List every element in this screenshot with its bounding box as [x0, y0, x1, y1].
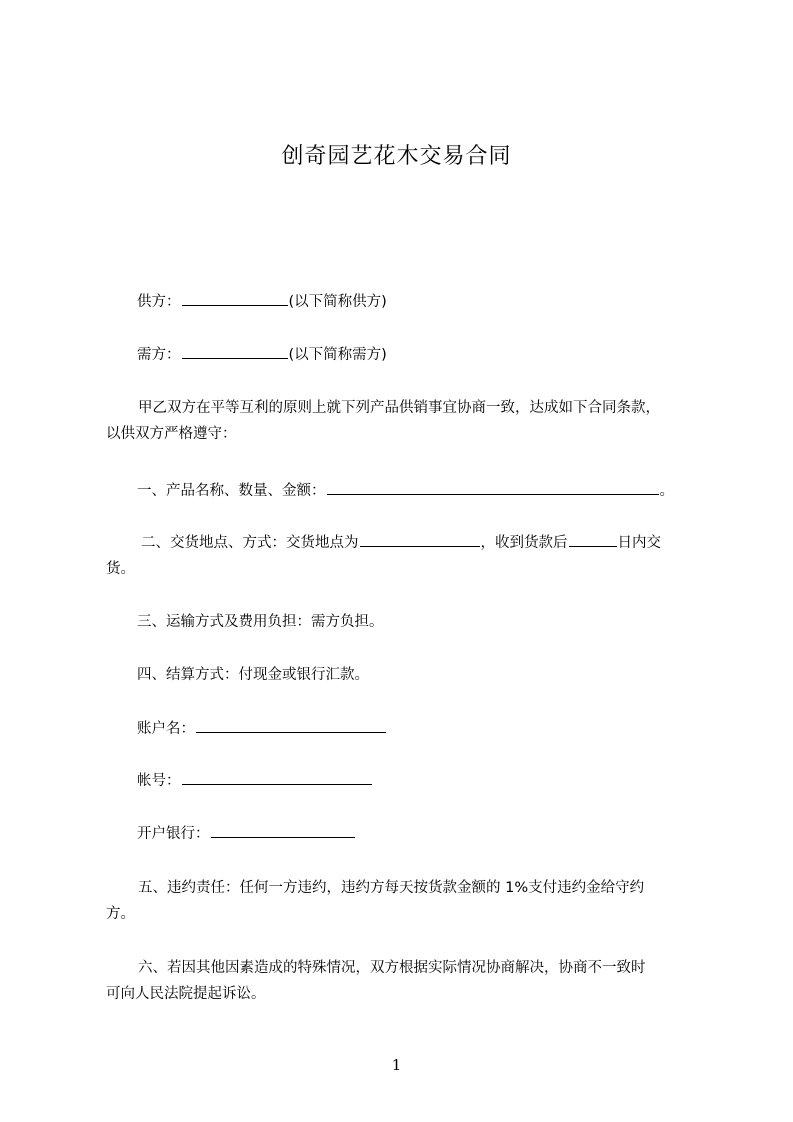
- buyer-label: 需方：: [137, 347, 181, 363]
- account-name-blank[interactable]: [196, 718, 386, 733]
- buyer-blank[interactable]: [182, 344, 288, 359]
- intro-paragraph: [106, 395, 696, 447]
- clause-1-label: 一、产品名称、数量、金额：: [137, 483, 326, 499]
- bank-label: 开户银行：: [137, 826, 210, 842]
- account-number-line: [137, 768, 727, 794]
- clause-1-end: 。: [659, 483, 674, 499]
- clause-6: [106, 955, 696, 1007]
- clause-3: 三、运输方式及费用负担：需方负担。: [137, 614, 384, 630]
- account-name-line: [137, 716, 727, 742]
- clause-2-part-1: 二、交货地点、方式：交货地点为: [141, 535, 359, 551]
- clause-6-line-2: 可向人民法院提起诉讼。: [106, 986, 266, 1002]
- clause-2-part-2: ，收到货款后: [480, 535, 568, 551]
- intro-line-1: 甲乙双方在平等互利的原则上就下列产品供销事宜协商一致，达成如下合同条款，: [138, 400, 660, 416]
- supplier-label: 供方：: [137, 294, 181, 310]
- supplier-suffix: (以下简称供方): [288, 294, 387, 310]
- buyer-suffix: (以下简称需方): [288, 347, 387, 363]
- page-number: 1: [391, 1056, 402, 1074]
- delivery-location-blank[interactable]: [360, 532, 480, 547]
- buyer-line: [137, 342, 727, 368]
- clause-2: [106, 530, 696, 582]
- clause-4: 四、结算方式：付现金或银行汇款。: [137, 667, 369, 683]
- clause-5: [106, 875, 696, 927]
- account-number-blank[interactable]: [182, 770, 372, 785]
- clause-2-line-2: 货。: [106, 561, 135, 577]
- clause-6-line-1: 六、若因其他因素造成的特殊情况，双方根据实际情况协商解决，协商不一致时: [138, 960, 646, 976]
- clause-2-part-3: 日内交: [617, 535, 661, 551]
- product-blank[interactable]: [327, 480, 659, 495]
- bank-blank[interactable]: [211, 823, 355, 838]
- intro-line-2: 以供双方严格遵守：: [106, 426, 237, 442]
- clause-1: [137, 478, 727, 504]
- clause-5-line-2: 方。: [106, 906, 135, 922]
- clause-5-line-1: 五、违约责任：任何一方违约，违约方每天按货款金额的 1%支付违约金给守约: [138, 880, 645, 896]
- bank-line: [137, 821, 727, 847]
- supplier-line: [137, 289, 727, 315]
- account-name-label: 账户名：: [137, 721, 195, 737]
- document-title: 创奇园艺花木交易合同: [281, 144, 512, 169]
- clause-2-line-1: [106, 530, 696, 556]
- account-number-label: 帐号：: [137, 773, 181, 789]
- supplier-blank[interactable]: [182, 291, 288, 306]
- delivery-days-blank[interactable]: [569, 532, 617, 547]
